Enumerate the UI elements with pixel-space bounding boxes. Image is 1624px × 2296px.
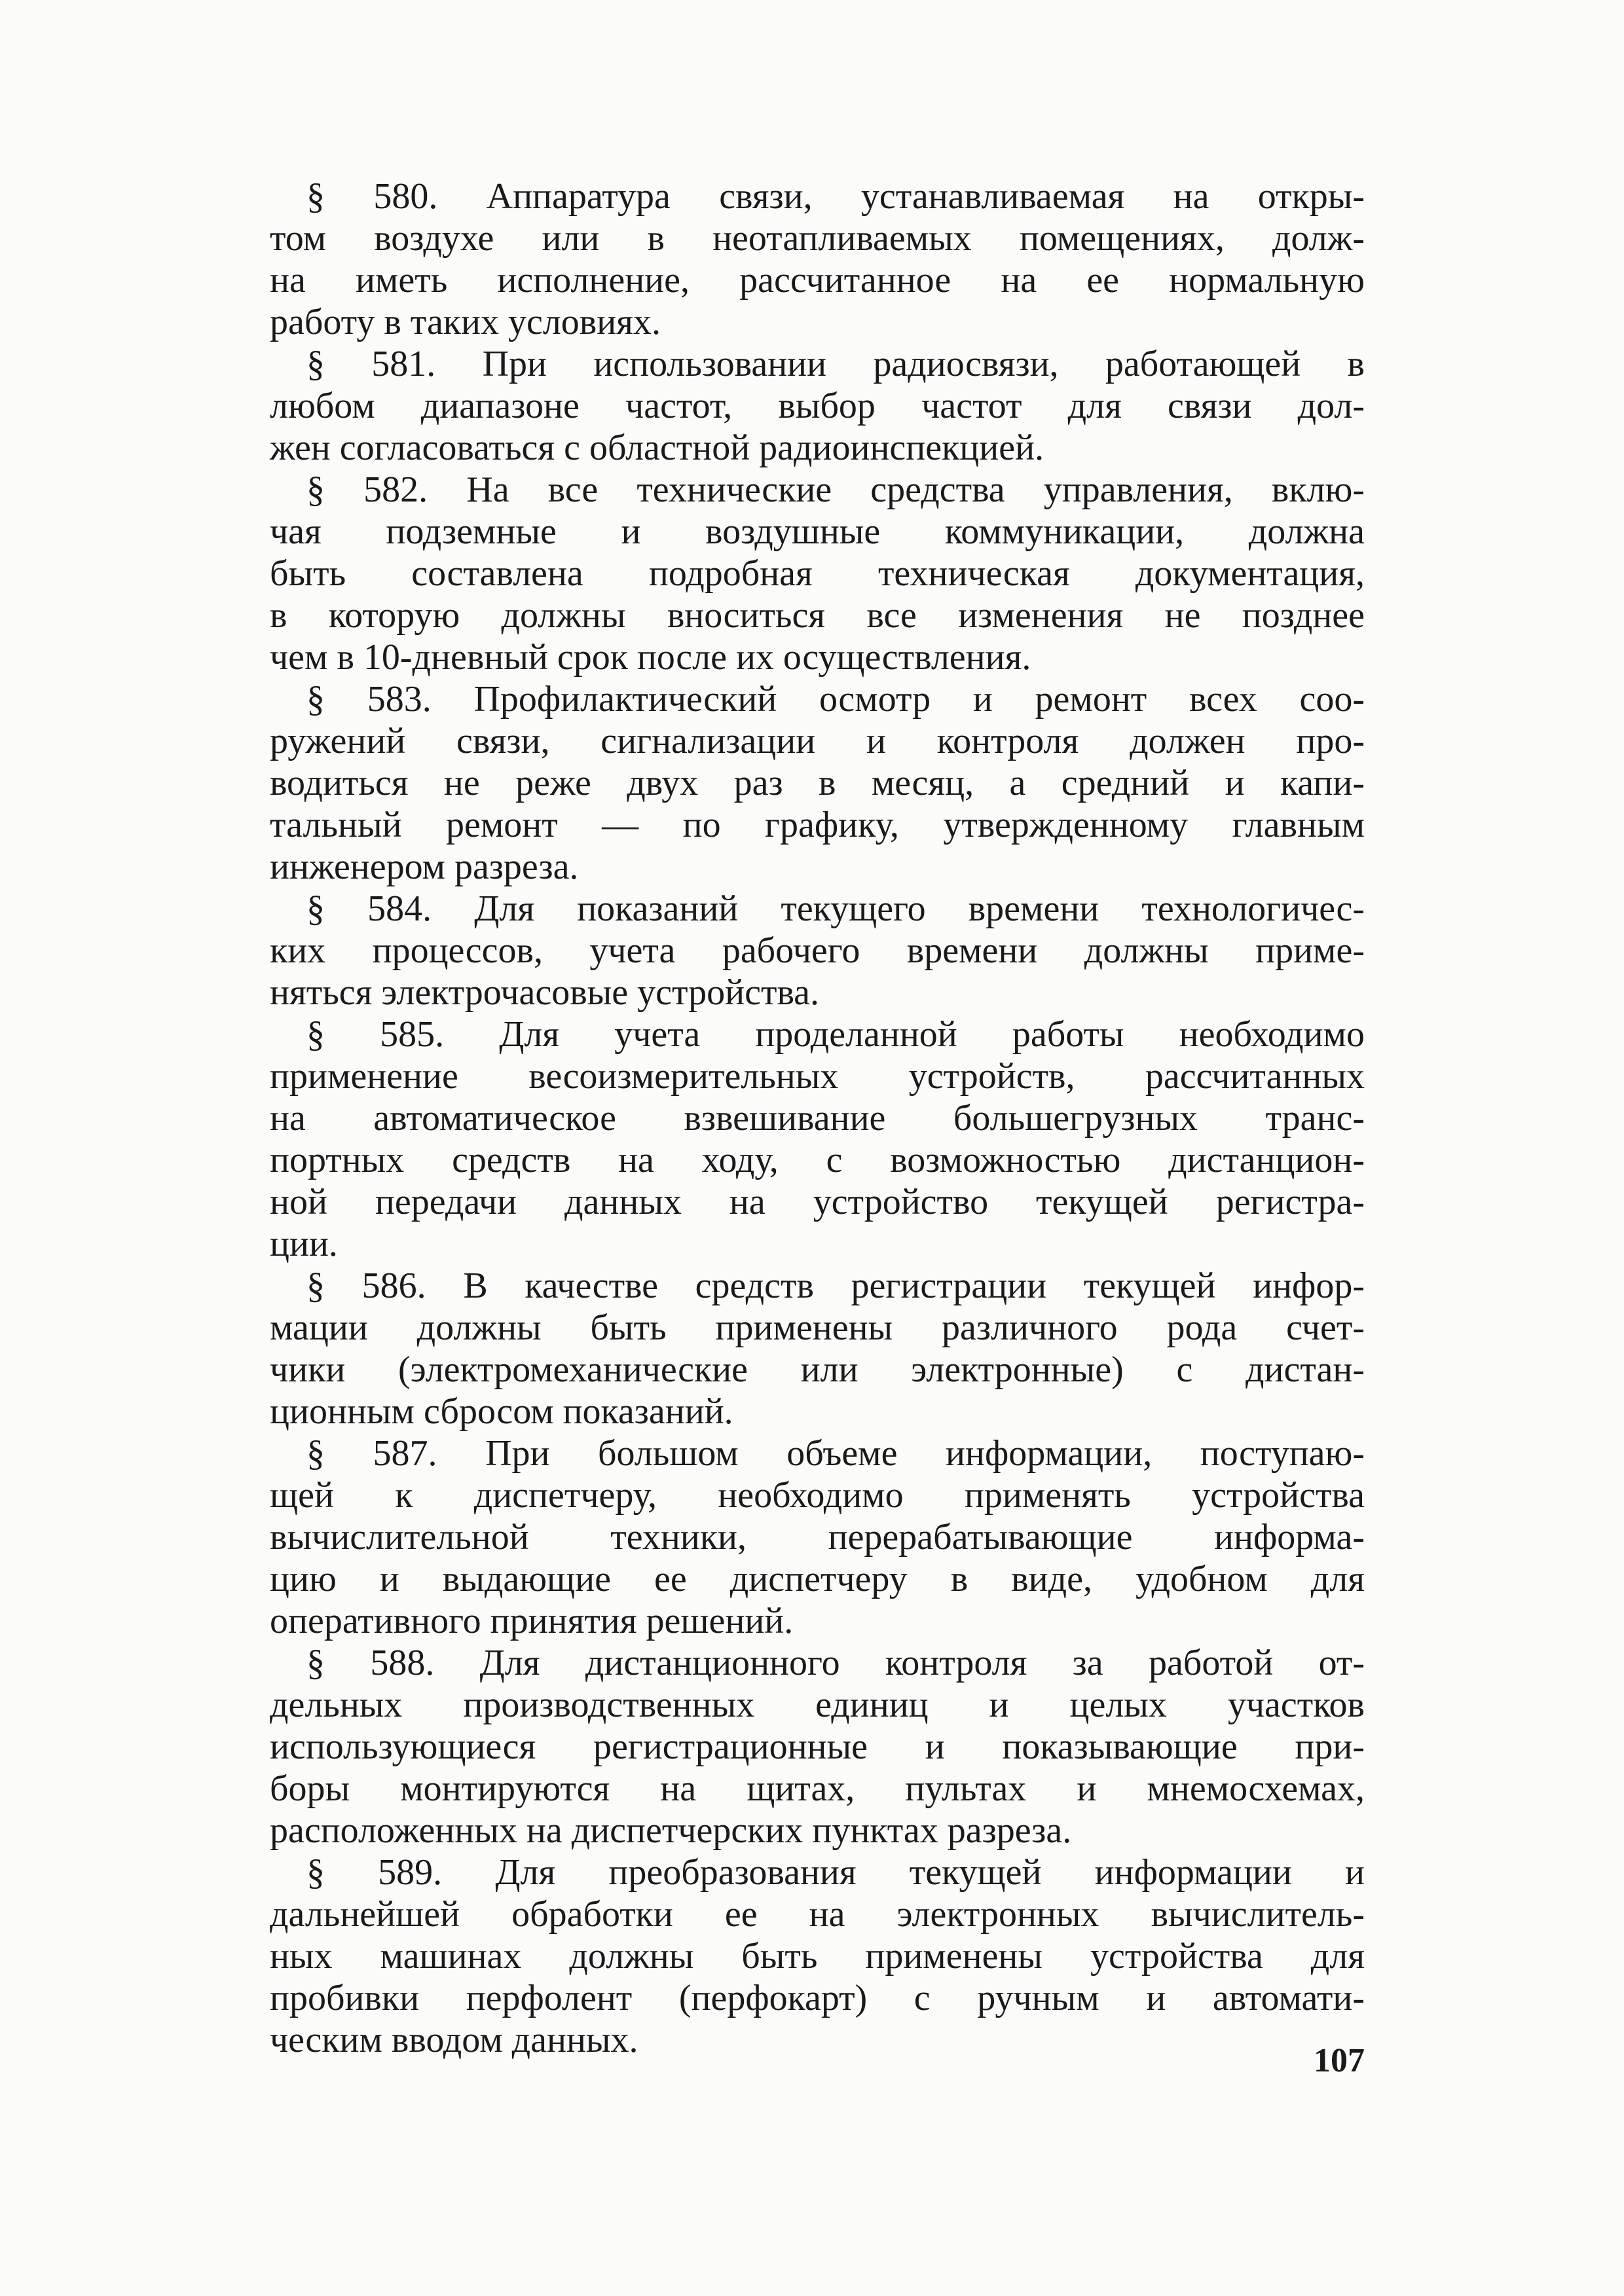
text-line: ной передачи данных на устройство текущей регистра- <box>270 1182 1365 1222</box>
text-line: чая подземные и воздушные коммуникации, должна <box>270 511 1365 552</box>
text-line: в которую должны вноситься все изменения не позднее <box>270 595 1365 636</box>
text-line: ческим вводом данных. <box>270 2020 638 2060</box>
text-line: оперативного принятия решений. <box>270 1601 794 1641</box>
text-line: применение весоизмерительных устройств, рассчитанных <box>270 1056 1365 1097</box>
text-line: работу в таких условиях. <box>270 302 661 342</box>
text-line: чики (электромеханические или электронные) с дистан- <box>270 1349 1365 1390</box>
text-line: § 583. Профилактический осмотр и ремонт всех соо- <box>306 679 1365 720</box>
text-line: § 580. Аппаратура связи, устанавливаемая на откры- <box>306 176 1365 217</box>
paragraph <box>270 678 1365 888</box>
text-line: портных средств на ходу, с возможностью дистанцион- <box>270 1140 1365 1180</box>
paragraph <box>270 1851 1365 2061</box>
text-line: цию и выдающие ее диспетчеру в виде, удобном для <box>270 1559 1365 1599</box>
text-line: § 586. В качестве средств регистрации текущей инфор- <box>306 1266 1365 1306</box>
text-line: любом диапазоне частот, выбор частот для связи дол- <box>270 386 1365 426</box>
text-line: § 589. Для преобразования текущей информации и <box>306 1852 1365 1893</box>
text-line: ких процессов, учета рабочего времени должны приме- <box>270 930 1365 971</box>
paragraph <box>270 175 1365 343</box>
text-line: ционным сбросом показаний. <box>270 1391 733 1432</box>
text-line: § 585. Для учета проделанной работы необходимо <box>306 1014 1365 1055</box>
text-line: быть составлена подробная техническая документация, <box>270 553 1365 594</box>
text-line: § 584. Для показаний текущего времени технологичес- <box>306 888 1365 929</box>
text-line: ных машинах должны быть применены устройства для <box>270 1936 1365 1977</box>
paragraph <box>270 343 1365 469</box>
text-line: на иметь исполнение, рассчитанное на ее нормальную <box>270 260 1365 301</box>
text-line: боры монтируются на щитах, пультах и мнемосхемах, <box>270 1768 1365 1809</box>
paragraph <box>270 888 1365 1013</box>
text-line: инженером разреза. <box>270 847 579 887</box>
text-line: тальный ремонт — по графику, утвержденному главным <box>270 805 1365 845</box>
text-line: вычислительной техники, перерабатывающие информа- <box>270 1517 1365 1558</box>
text-line: на автоматическое взвешивание большегрузных транс- <box>270 1098 1365 1139</box>
text-line: водиться не реже двух раз в месяц, а средний и капи- <box>270 763 1365 803</box>
text-line: § 582. На все технические средства управления, вклю- <box>306 469 1365 510</box>
text-line: ружений связи, сигнализации и контроля должен про- <box>270 721 1365 761</box>
text-line: щей к диспетчеру, необходимо применять устройства <box>270 1475 1365 1516</box>
text-line: § 581. При использовании радиосвязи, работающей в <box>306 344 1365 384</box>
paragraph <box>270 1432 1365 1642</box>
text-line: няться электрочасовые устройства. <box>270 972 820 1013</box>
body-text <box>270 175 1365 2061</box>
text-line: дельных производственных единиц и целых участков <box>270 1685 1365 1725</box>
paragraph <box>270 1013 1365 1265</box>
paragraph <box>270 1642 1365 1851</box>
text-line: чем в 10-дневный срок после их осуществления. <box>270 637 1031 678</box>
text-line: дальнейшей обработки ее на электронных вычислитель- <box>270 1894 1365 1935</box>
text-line: расположенных на диспетчерских пунктах разреза. <box>270 1810 1072 1851</box>
text-line: § 587. При большом объеме информации, поступаю- <box>306 1433 1365 1474</box>
text-line: использующиеся регистрационные и показывающие при- <box>270 1726 1365 1767</box>
text-line: жен согласоваться с областной радиоинспекцией. <box>270 428 1044 468</box>
text-line: том воздухе или в неотапливаемых помещениях, долж- <box>270 218 1365 259</box>
page-number: 107 <box>1314 2042 1365 2079</box>
text-line: § 588. Для дистанционного контроля за работой от- <box>306 1643 1365 1683</box>
text-line: пробивки перфолент (перфокарт) с ручным и автомати- <box>270 1978 1365 2018</box>
text-line: мации должны быть применены различного рода счет- <box>270 1307 1365 1348</box>
paragraph <box>270 1265 1365 1432</box>
paragraph <box>270 469 1365 678</box>
text-line: ции. <box>270 1224 338 1264</box>
